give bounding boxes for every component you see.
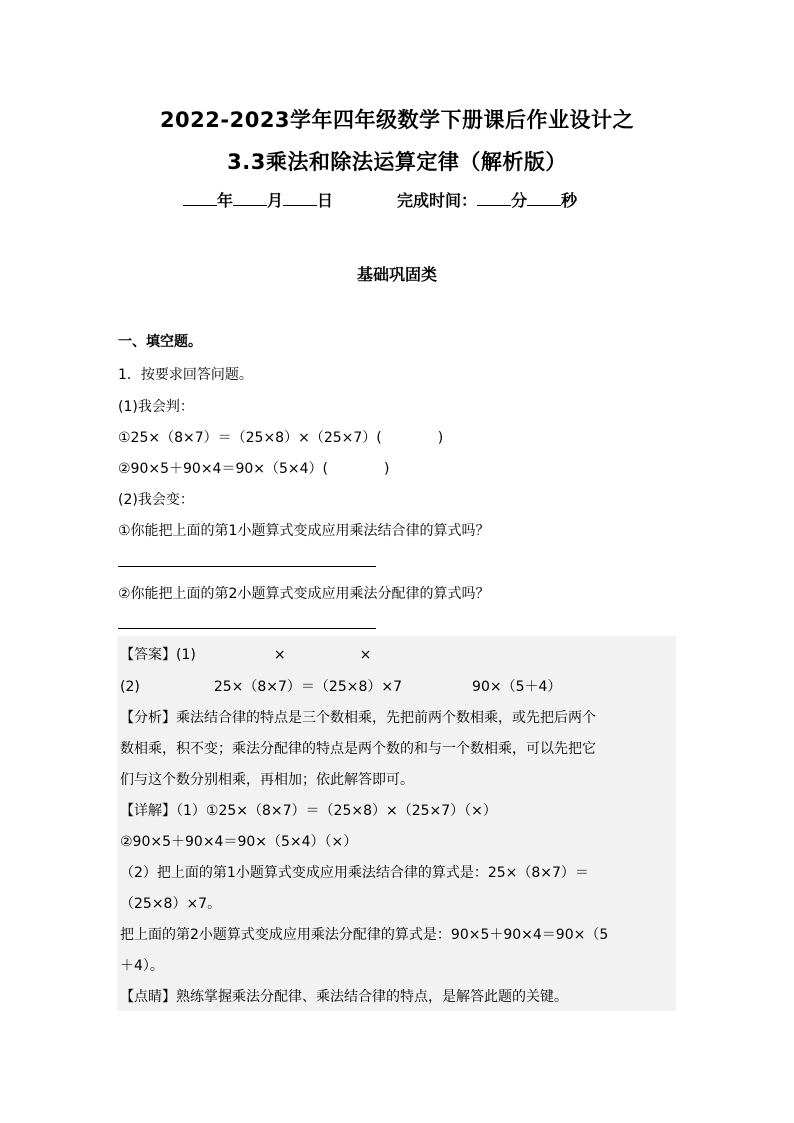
answer-line-2 — [120, 676, 561, 696]
document-title-line-1: 2022-2023学年四年级数学下册课后作业设计之 — [159, 108, 635, 132]
detail-line-4: （25×8）×7。 — [120, 896, 222, 912]
answer-mark-2: × — [359, 647, 372, 663]
analysis-line-2: 数相乘，积不变；乘法分配律的特点是两个数的和与一个数相乘，可以先把它 — [120, 741, 596, 757]
answer-part-2-label: (2) — [120, 679, 140, 695]
detail-line-3: （2）把上面的第1小题算式变成应用乘法结合律的算式是：25×（8×7）＝ — [120, 865, 589, 881]
detail-line-5: 把上面的第2小题算式变成应用乘法分配律的算式是：90×5＋90×4＝90×（5 — [120, 927, 609, 943]
detail-line-6: ＋4）。 — [120, 958, 164, 974]
minute-blank — [477, 191, 511, 206]
month-label: 月 — [267, 191, 284, 210]
answer-expression-1: 25×（8×7）＝（25×8）×7 — [213, 679, 403, 695]
analysis-line-1: 【分析】乘法结合律的特点是三个数相乘，先把前两个数相乘，或先把后两个 — [120, 710, 596, 726]
year-blank — [183, 191, 217, 206]
day-blank — [283, 191, 317, 206]
comment-line: 【点睛】熟练掌握乘法分配律、乘法结合律的特点，是解答此题的关键。 — [120, 989, 568, 1005]
subquestion-2: (2)我会变： — [118, 492, 194, 508]
question-1: 1．按要求回答问题。 — [118, 367, 253, 383]
transform-item-2: ②你能把上面的第2小题算式变成应用乘法分配律的算式吗？ — [118, 586, 490, 602]
day-label: 日 — [317, 191, 334, 210]
answer-blank-line-1 — [118, 566, 376, 567]
answer-label: 【答案】(1) — [120, 647, 196, 663]
second-label: 秒 — [561, 191, 578, 210]
detail-line-2: ②90×5＋90×4＝90×（5×4）（×） — [120, 834, 358, 850]
minute-label: 分 — [511, 191, 528, 210]
answer-blank-line-2 — [118, 628, 376, 629]
subquestion-1: (1)我会判： — [118, 399, 194, 415]
judge-item-1: ①25×（8×7）＝（25×8）×（25×7）( ) — [118, 430, 444, 446]
answer-block — [117, 636, 676, 1011]
analysis-line-3: 们与这个数分别相乘，再相加；依此解答即可。 — [120, 772, 414, 788]
time-label: 完成时间： — [397, 191, 478, 210]
part-heading: 一、填空题。 — [118, 334, 202, 350]
section-title: 基础巩固类 — [356, 265, 437, 284]
judge-item-2: ②90×5＋90×4＝90×（5×4）( ) — [118, 461, 390, 477]
date-time-line — [183, 188, 577, 211]
transform-item-1: ①你能把上面的第1小题算式变成应用乘法结合律的算式吗？ — [118, 523, 490, 539]
answer-mark-1: × — [273, 647, 286, 663]
year-label: 年 — [217, 191, 234, 210]
document-title-line-2: 3.3乘法和除法运算定律（解析版） — [227, 150, 567, 174]
month-blank — [233, 191, 267, 206]
answer-expression-2: 90×（5＋4） — [472, 679, 562, 695]
second-blank — [527, 191, 561, 206]
answer-line-1 — [120, 644, 371, 664]
detail-line-1: 【详解】（1）①25×（8×7）＝（25×8）×（25×7）（×） — [120, 803, 497, 819]
